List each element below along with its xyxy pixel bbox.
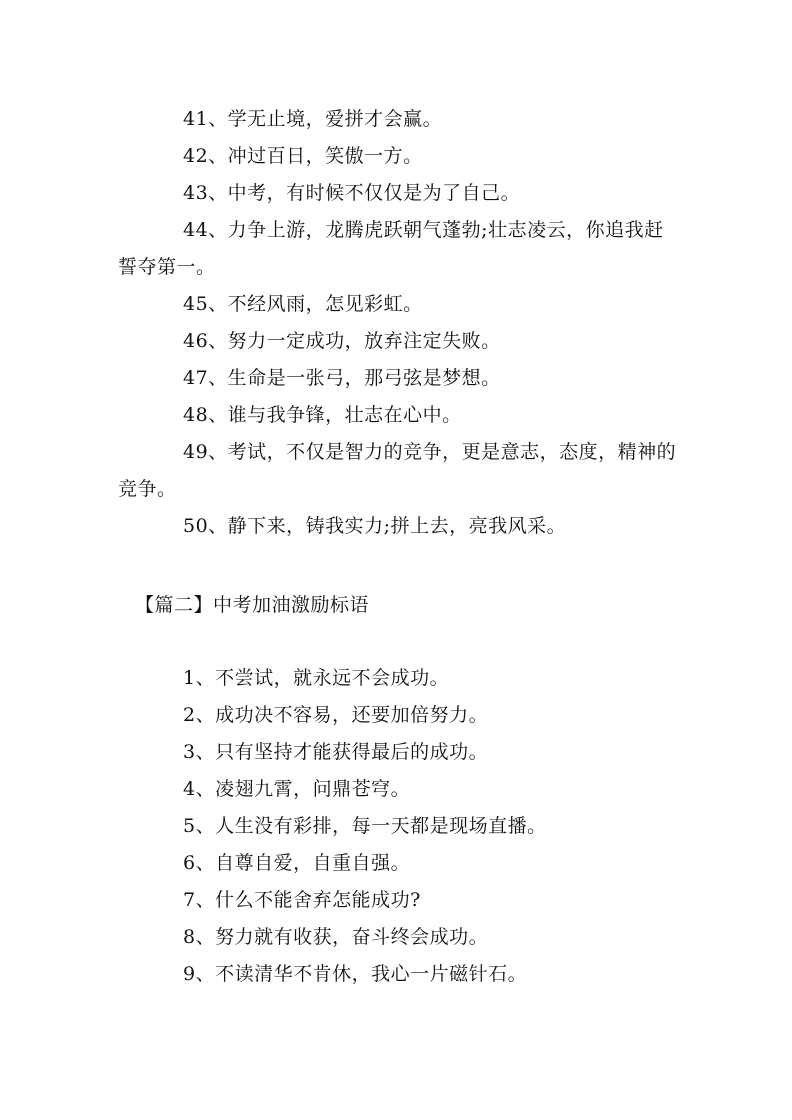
slogan-4: 4、凌翅九霄，问鼎苍穹。 bbox=[183, 778, 411, 800]
slogan-44: 44、力争上游，龙腾虎跃朝气蓬勃;壮志凌云，你追我赶誓夺第一。 bbox=[118, 219, 664, 278]
slogan-46: 46、努力一定成功，放弃注定失败。 bbox=[183, 330, 501, 352]
slogan-list-part-two bbox=[118, 660, 678, 993]
section-heading: 【篇二】中考加油激励标语 bbox=[135, 594, 370, 616]
slogan-1: 1、不尝试，就永远不会成功。 bbox=[183, 667, 450, 689]
slogan-43: 43、中考，有时候不仅仅是为了自己。 bbox=[183, 182, 521, 204]
slogan-list-part-one bbox=[118, 101, 678, 545]
slogan-3: 3、只有坚持才能获得最后的成功。 bbox=[183, 741, 489, 763]
slogan-42: 42、冲过百日，笑傲一方。 bbox=[183, 145, 423, 167]
slogan-2: 2、成功决不容易，还要加倍努力。 bbox=[183, 704, 489, 726]
slogan-48: 48、谁与我争锋，壮志在心中。 bbox=[183, 404, 462, 426]
slogan-47: 47、生命是一张弓，那弓弦是梦想。 bbox=[183, 367, 501, 389]
slogan-45: 45、不经风雨，怎见彩虹。 bbox=[183, 293, 423, 315]
slogan-9: 9、不读清华不肯休，我心一片磁针石。 bbox=[183, 963, 528, 985]
slogan-41: 41、学无止境，爱拼才会赢。 bbox=[183, 108, 443, 130]
slogan-8: 8、努力就有收获，奋斗终会成功。 bbox=[183, 926, 489, 948]
slogan-5: 5、人生没有彩排，每一天都是现场直播。 bbox=[183, 815, 547, 837]
slogan-49: 49、考试，不仅是智力的竞争，更是意志，态度，精神的竞争。 bbox=[118, 441, 677, 500]
slogan-6: 6、自尊自爱，自重自强。 bbox=[183, 852, 411, 874]
slogan-7: 7、什么不能舍弃怎能成功? bbox=[183, 889, 421, 911]
slogan-50: 50、静下来，铸我实力;拼上去，亮我风采。 bbox=[183, 515, 567, 537]
